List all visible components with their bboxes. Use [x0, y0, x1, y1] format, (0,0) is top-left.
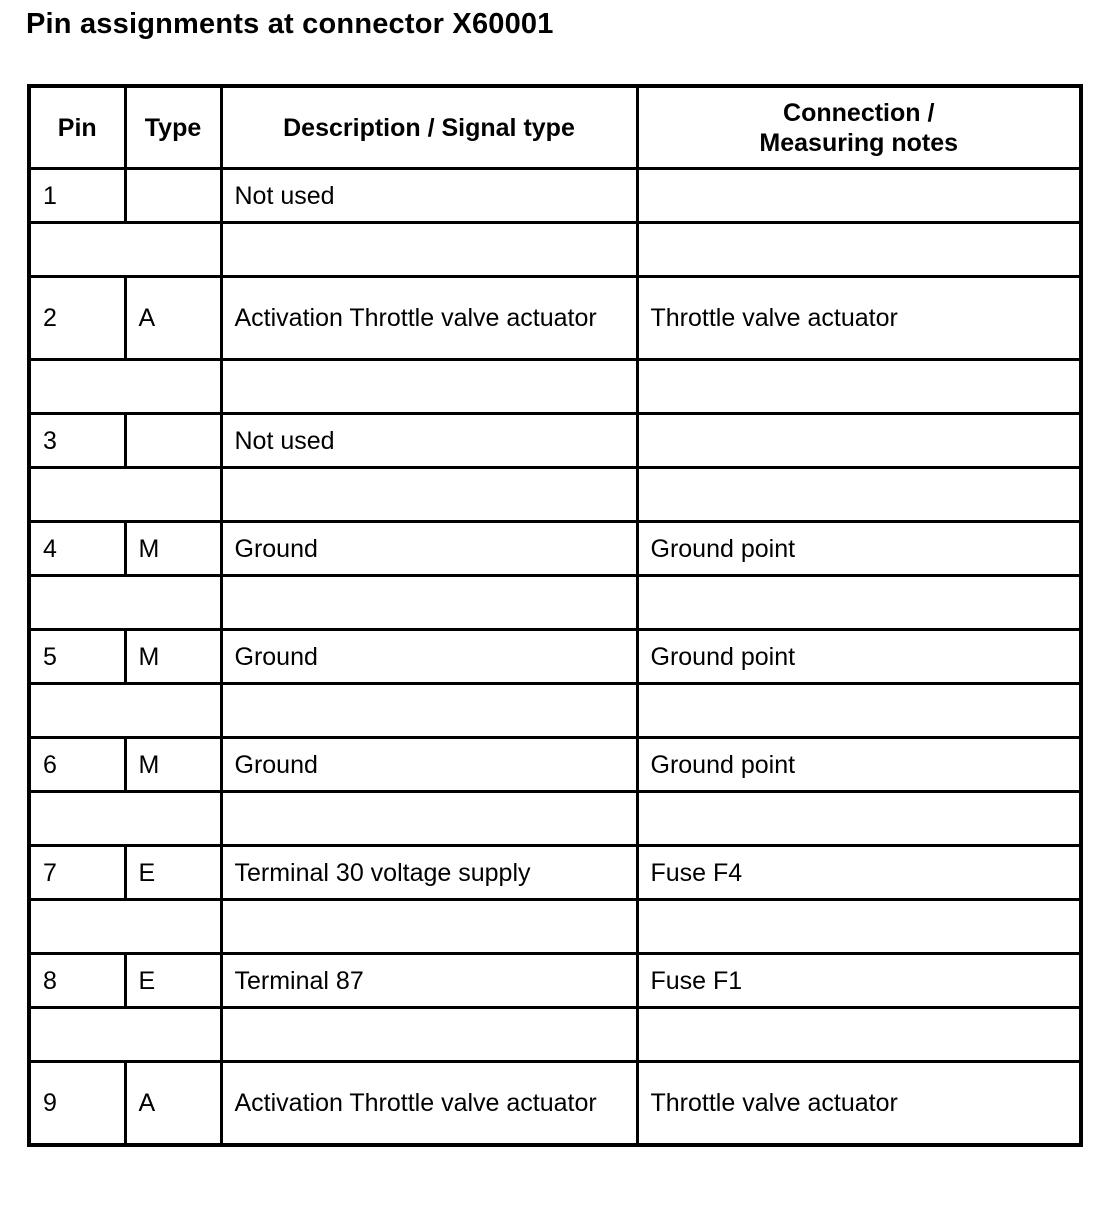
- spacer-row: [29, 468, 1081, 522]
- spacer-cell: [29, 223, 221, 277]
- spacer-cell: [221, 360, 637, 414]
- type-cell: E: [125, 954, 221, 1008]
- description-cell: Ground: [221, 738, 637, 792]
- pin-cell: 8: [29, 954, 125, 1008]
- table-row: [29, 169, 1081, 223]
- table-row: [29, 522, 1081, 576]
- spacer-cell: [221, 223, 637, 277]
- type-cell: M: [125, 630, 221, 684]
- page-title: Pin assignments at connector X60001: [26, 8, 554, 40]
- header-description: Description / Signal type: [221, 86, 637, 169]
- connection-cell: [637, 169, 1081, 223]
- spacer-cell: [221, 900, 637, 954]
- spacer-cell: [29, 792, 221, 846]
- pin-cell: 2: [29, 277, 125, 360]
- pin-cell: 3: [29, 414, 125, 468]
- spacer-cell: [221, 468, 637, 522]
- description-cell: Ground: [221, 630, 637, 684]
- spacer-row: [29, 684, 1081, 738]
- type-cell: A: [125, 277, 221, 360]
- header-connection-line2: Measuring notes: [759, 128, 959, 157]
- type-cell: A: [125, 1062, 221, 1146]
- table-row: [29, 414, 1081, 468]
- spacer-cell: [637, 684, 1081, 738]
- spacer-cell: [29, 1008, 221, 1062]
- description-cell: Not used: [221, 414, 637, 468]
- connection-cell: Ground point: [637, 522, 1081, 576]
- connection-cell: Fuse F1: [637, 954, 1081, 1008]
- pin-cell: 6: [29, 738, 125, 792]
- spacer-cell: [29, 360, 221, 414]
- description-cell: Terminal 87: [221, 954, 637, 1008]
- connection-cell: Throttle valve actuator: [637, 1062, 1081, 1146]
- header-pin: Pin: [29, 86, 125, 169]
- type-cell: M: [125, 522, 221, 576]
- spacer-cell: [637, 576, 1081, 630]
- spacer-row: [29, 792, 1081, 846]
- spacer-cell: [637, 223, 1081, 277]
- description-cell: Ground: [221, 522, 637, 576]
- connection-cell: Ground point: [637, 738, 1081, 792]
- header-type: Type: [125, 86, 221, 169]
- table-row: [29, 1062, 1081, 1146]
- connection-cell: Ground point: [637, 630, 1081, 684]
- spacer-cell: [637, 360, 1081, 414]
- connection-cell: [637, 414, 1081, 468]
- spacer-row: [29, 360, 1081, 414]
- table-row: [29, 277, 1081, 360]
- description-cell: Not used: [221, 169, 637, 223]
- type-cell: [125, 414, 221, 468]
- pin-cell: 9: [29, 1062, 125, 1146]
- spacer-cell: [637, 792, 1081, 846]
- type-cell: [125, 169, 221, 223]
- spacer-cell: [221, 576, 637, 630]
- pin-assignment-table: [27, 84, 1083, 1147]
- type-cell: M: [125, 738, 221, 792]
- type-cell: E: [125, 846, 221, 900]
- spacer-row: [29, 1008, 1081, 1062]
- spacer-cell: [637, 900, 1081, 954]
- spacer-cell: [637, 468, 1081, 522]
- table-row: [29, 954, 1081, 1008]
- pin-cell: 1: [29, 169, 125, 223]
- pin-cell: 7: [29, 846, 125, 900]
- table-row: [29, 738, 1081, 792]
- spacer-row: [29, 900, 1081, 954]
- pin-cell: 4: [29, 522, 125, 576]
- spacer-cell: [637, 1008, 1081, 1062]
- table-row: [29, 630, 1081, 684]
- spacer-cell: [29, 900, 221, 954]
- description-cell: Activation Throttle valve actuator: [221, 1062, 637, 1146]
- spacer-cell: [29, 576, 221, 630]
- spacer-cell: [221, 684, 637, 738]
- description-cell: Terminal 30 voltage supply: [221, 846, 637, 900]
- header-connection: [637, 86, 1081, 169]
- spacer-row: [29, 576, 1081, 630]
- table-header-row: [29, 86, 1081, 169]
- pin-cell: 5: [29, 630, 125, 684]
- description-cell: Activation Throttle valve actuator: [221, 277, 637, 360]
- spacer-cell: [221, 1008, 637, 1062]
- spacer-row: [29, 223, 1081, 277]
- connection-cell: Fuse F4: [637, 846, 1081, 900]
- spacer-cell: [29, 468, 221, 522]
- connection-cell: Throttle valve actuator: [637, 277, 1081, 360]
- header-connection-line1: Connection /: [783, 98, 935, 127]
- spacer-cell: [29, 684, 221, 738]
- spacer-cell: [221, 792, 637, 846]
- table-row: [29, 846, 1081, 900]
